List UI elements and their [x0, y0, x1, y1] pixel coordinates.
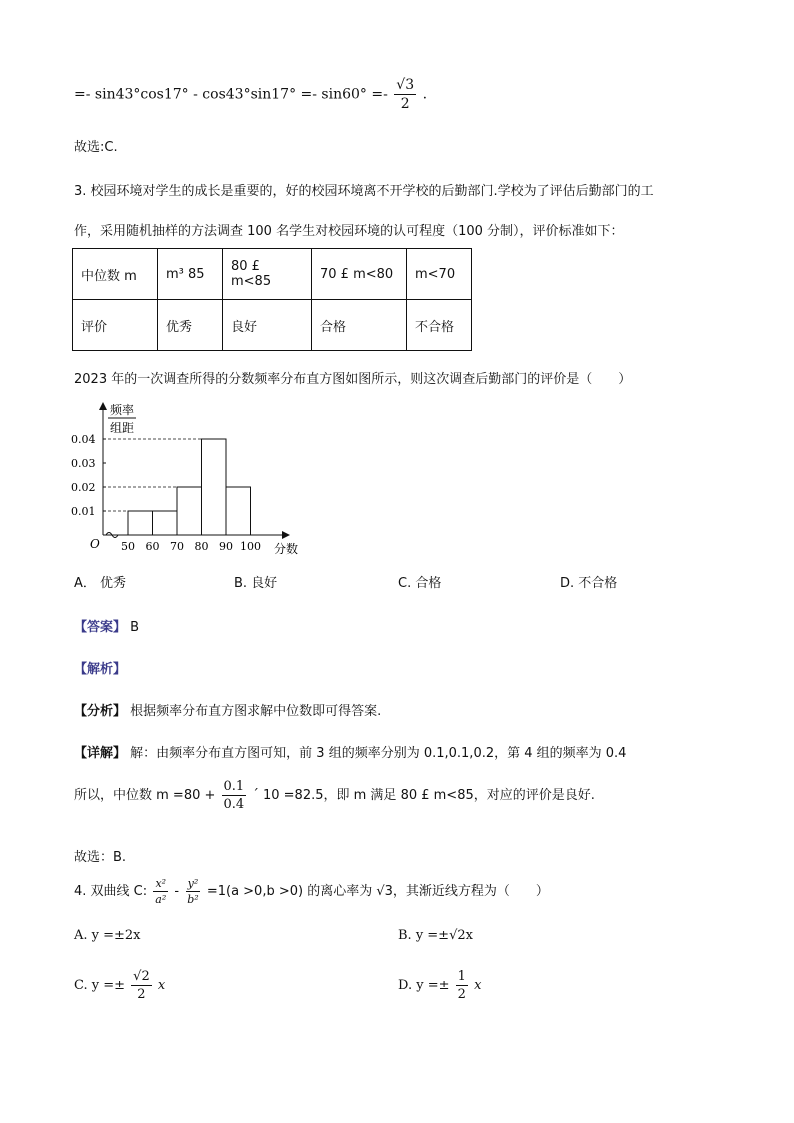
detail-text-1: 解：由频率分布直方图可知，前 3 组的频率分别为 0.1,0.1,0.2，第 4 组的频率为 0.4 [130, 746, 627, 761]
table-cell: m<70 [407, 249, 472, 300]
q2-frac-den: 2 [400, 96, 410, 112]
origin-label: O [90, 537, 100, 551]
x-tick-label: 50 [121, 540, 135, 553]
detail-tag: 【详解】 [74, 746, 127, 761]
q4-optc-frac [131, 970, 152, 1001]
q4-frac-x: $\frac{\text{x²}}{\text{a²}}$ [155, 877, 167, 906]
y-tick-label: 0.03 [71, 457, 96, 470]
ylabel-top: 频率 [110, 403, 135, 417]
q3-stem-line2: 作，采用随机抽样的方法调查 100 名学生对校园环境的认可程度（100 分制），评价标准如下： [74, 224, 624, 239]
detail-line-1 [74, 742, 626, 761]
q4-option-b[interactable]: B. y =±√2x [398, 928, 473, 943]
q3-question: 2023 年的一次调查所得的分数频率分布直方图如图所示，则这次调查后勤部门的评价是（ ） [74, 372, 632, 387]
table-row [73, 249, 472, 300]
q2-fraction [394, 78, 416, 111]
histogram-bar [153, 511, 178, 535]
q2-choose: 故选:C. [74, 140, 118, 155]
q4-optc-pre: C. y =± [74, 978, 126, 993]
table-cell: 80 £ m<85 [223, 249, 312, 300]
q3-stem-line1: 3. 校园环境对学生的成长是重要的，好的校园环境离不开学校的后勤部门.学校为了评估后勤部门的工 [74, 184, 654, 199]
table-cell: 评价 [73, 300, 158, 351]
q4-optd-pre: D. y =± [398, 978, 450, 993]
q4-frac-y: $\frac{\text{y²}}{\text{b²}}$ [187, 877, 199, 906]
y-tick-label: 0.04 [71, 433, 96, 446]
table-cell: 70 £ m<80 [312, 249, 407, 300]
answer-line [74, 616, 139, 635]
q2-tail: . [422, 86, 428, 103]
ylabel-bottom: 组距 [110, 421, 135, 435]
q4-optd-num: 1 [457, 969, 466, 984]
q4-optd-den: 2 [457, 987, 466, 1002]
x-tick-label: 100 [240, 540, 261, 553]
detail-frac-num: 0.1 [223, 779, 245, 794]
y-tick-label: 0.02 [71, 481, 96, 494]
option-d[interactable]: D. 不合格 [560, 576, 618, 591]
table-cell: 优秀 [158, 300, 223, 351]
histogram-bar [177, 487, 202, 535]
q4-optc-den: 2 [137, 987, 146, 1002]
x-tick-label: 90 [219, 540, 233, 553]
x-tick-label: 70 [170, 540, 184, 553]
fenxi-text: 根据频率分布直方图求解中位数即可得答案. [130, 704, 382, 719]
q4-stem-pre: 4. 双曲线 C: [74, 884, 148, 899]
detail-text-2b: ´ 10 =82.5，即 m 满足 80 £ m<85，对应的评价是良好. [252, 788, 595, 803]
option-a[interactable]: A． 优秀 [74, 576, 127, 591]
q2-formula-text: =- sin43°cos17° - cos43°sin17° =- sin60° =- [74, 86, 388, 103]
frequency-histogram [60, 398, 310, 560]
table-cell: 良好 [223, 300, 312, 351]
detail-line-2 [74, 780, 595, 811]
table-cell: 合格 [312, 300, 407, 351]
fenxi-tag: 【分析】 [74, 704, 127, 719]
x-tick-label: 60 [145, 540, 160, 553]
option-b[interactable]: B. 良好 [234, 576, 278, 591]
xlabel: 分数 [274, 542, 299, 556]
q4-option-c[interactable] [74, 970, 165, 1001]
grade-table [72, 248, 472, 351]
histogram-bar [226, 487, 251, 535]
q4-optd-frac [456, 970, 468, 1001]
answer-tag: 【答案】 [74, 620, 127, 635]
answer-value: B [130, 620, 140, 635]
q2-formula [74, 78, 427, 111]
table-cell: m³ 85 [158, 249, 223, 300]
q3-choose: 故选：B. [74, 850, 127, 865]
q4-stem: 4. 双曲线 C: $\frac{\text{x²}}{\text{a²}}$ - $\frac{\text{y²}}{\text{b²}}$ =1(a >0,b >0) 的离心率为 √3，其渐近线方程为（ ） [74, 877, 549, 906]
table-cell: 中位数 m [73, 249, 158, 300]
histogram-bar [202, 439, 227, 535]
q4-optd-post: x [474, 978, 482, 993]
x-tick-label: 80 [194, 540, 209, 553]
histogram-bar [128, 511, 153, 535]
detail-text-2a: 所以，中位数 m =80 + [74, 788, 216, 803]
fenxi-line [74, 700, 381, 719]
analysis-tag: 【解析】 [74, 662, 127, 677]
q2-frac-num: √3 [396, 77, 415, 93]
q4-optc-post: x [157, 978, 166, 993]
detail-fraction [222, 780, 247, 811]
table-row [73, 300, 472, 351]
table-cell: 不合格 [407, 300, 472, 351]
y-tick-label: 0.01 [71, 505, 96, 518]
q4-option-d[interactable] [398, 970, 481, 1001]
option-c[interactable]: C. 合格 [398, 576, 442, 591]
q4-stem-post: =1(a >0,b >0) 的离心率为 √3，其渐近线方程为（ ） [206, 884, 549, 899]
detail-frac-den: 0.4 [223, 797, 245, 812]
q4-optc-num: √2 [133, 969, 150, 984]
q4-option-a[interactable]: A. y =±2x [74, 928, 141, 943]
